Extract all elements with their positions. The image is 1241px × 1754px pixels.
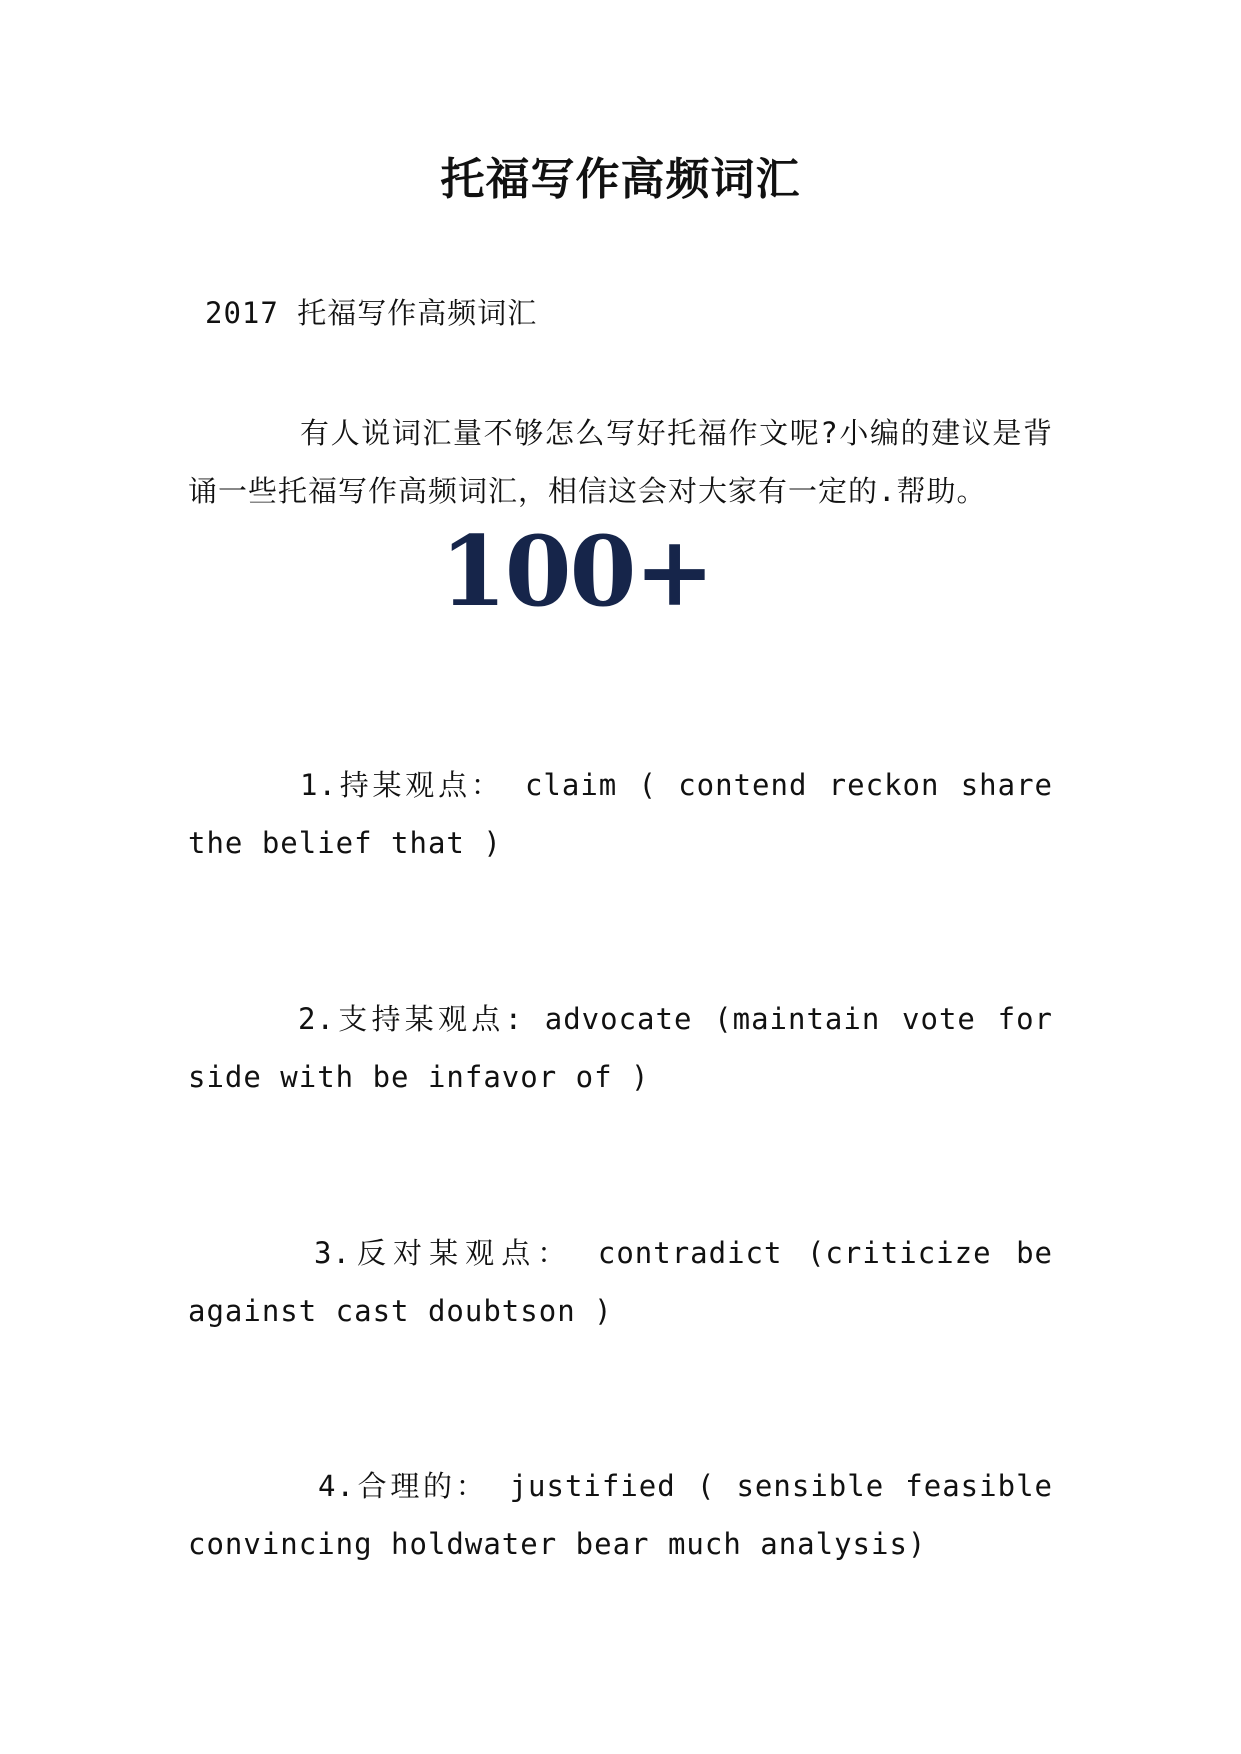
list-item: 4.合理的： justified ( sensible feasible convincing holdwater bear much analysis) — [188, 1469, 1053, 1561]
banner-image — [440, 515, 730, 628]
list-item: 1.持某观点： claim ( contend reckon share the belief that ) — [188, 768, 1053, 860]
list-item: 2.支持某观点: advocate (maintain vote for side with be infavor of ) — [188, 1002, 1053, 1094]
page-title: 托福写作高频词汇 — [440, 154, 801, 205]
list-item: 3.反对某观点： contradict (criticize be against cast doubtson ) — [188, 1236, 1053, 1328]
intro-paragraph: 有人说词汇量不够怎么写好托福作文呢?小编的建议是背诵一些托福写作高频词汇，相信这会对大家有一定的.帮助。 — [188, 416, 1053, 508]
document-subtitle: 2017 托福写作高频词汇 — [205, 296, 538, 330]
banner-text: 100+ — [440, 515, 713, 628]
